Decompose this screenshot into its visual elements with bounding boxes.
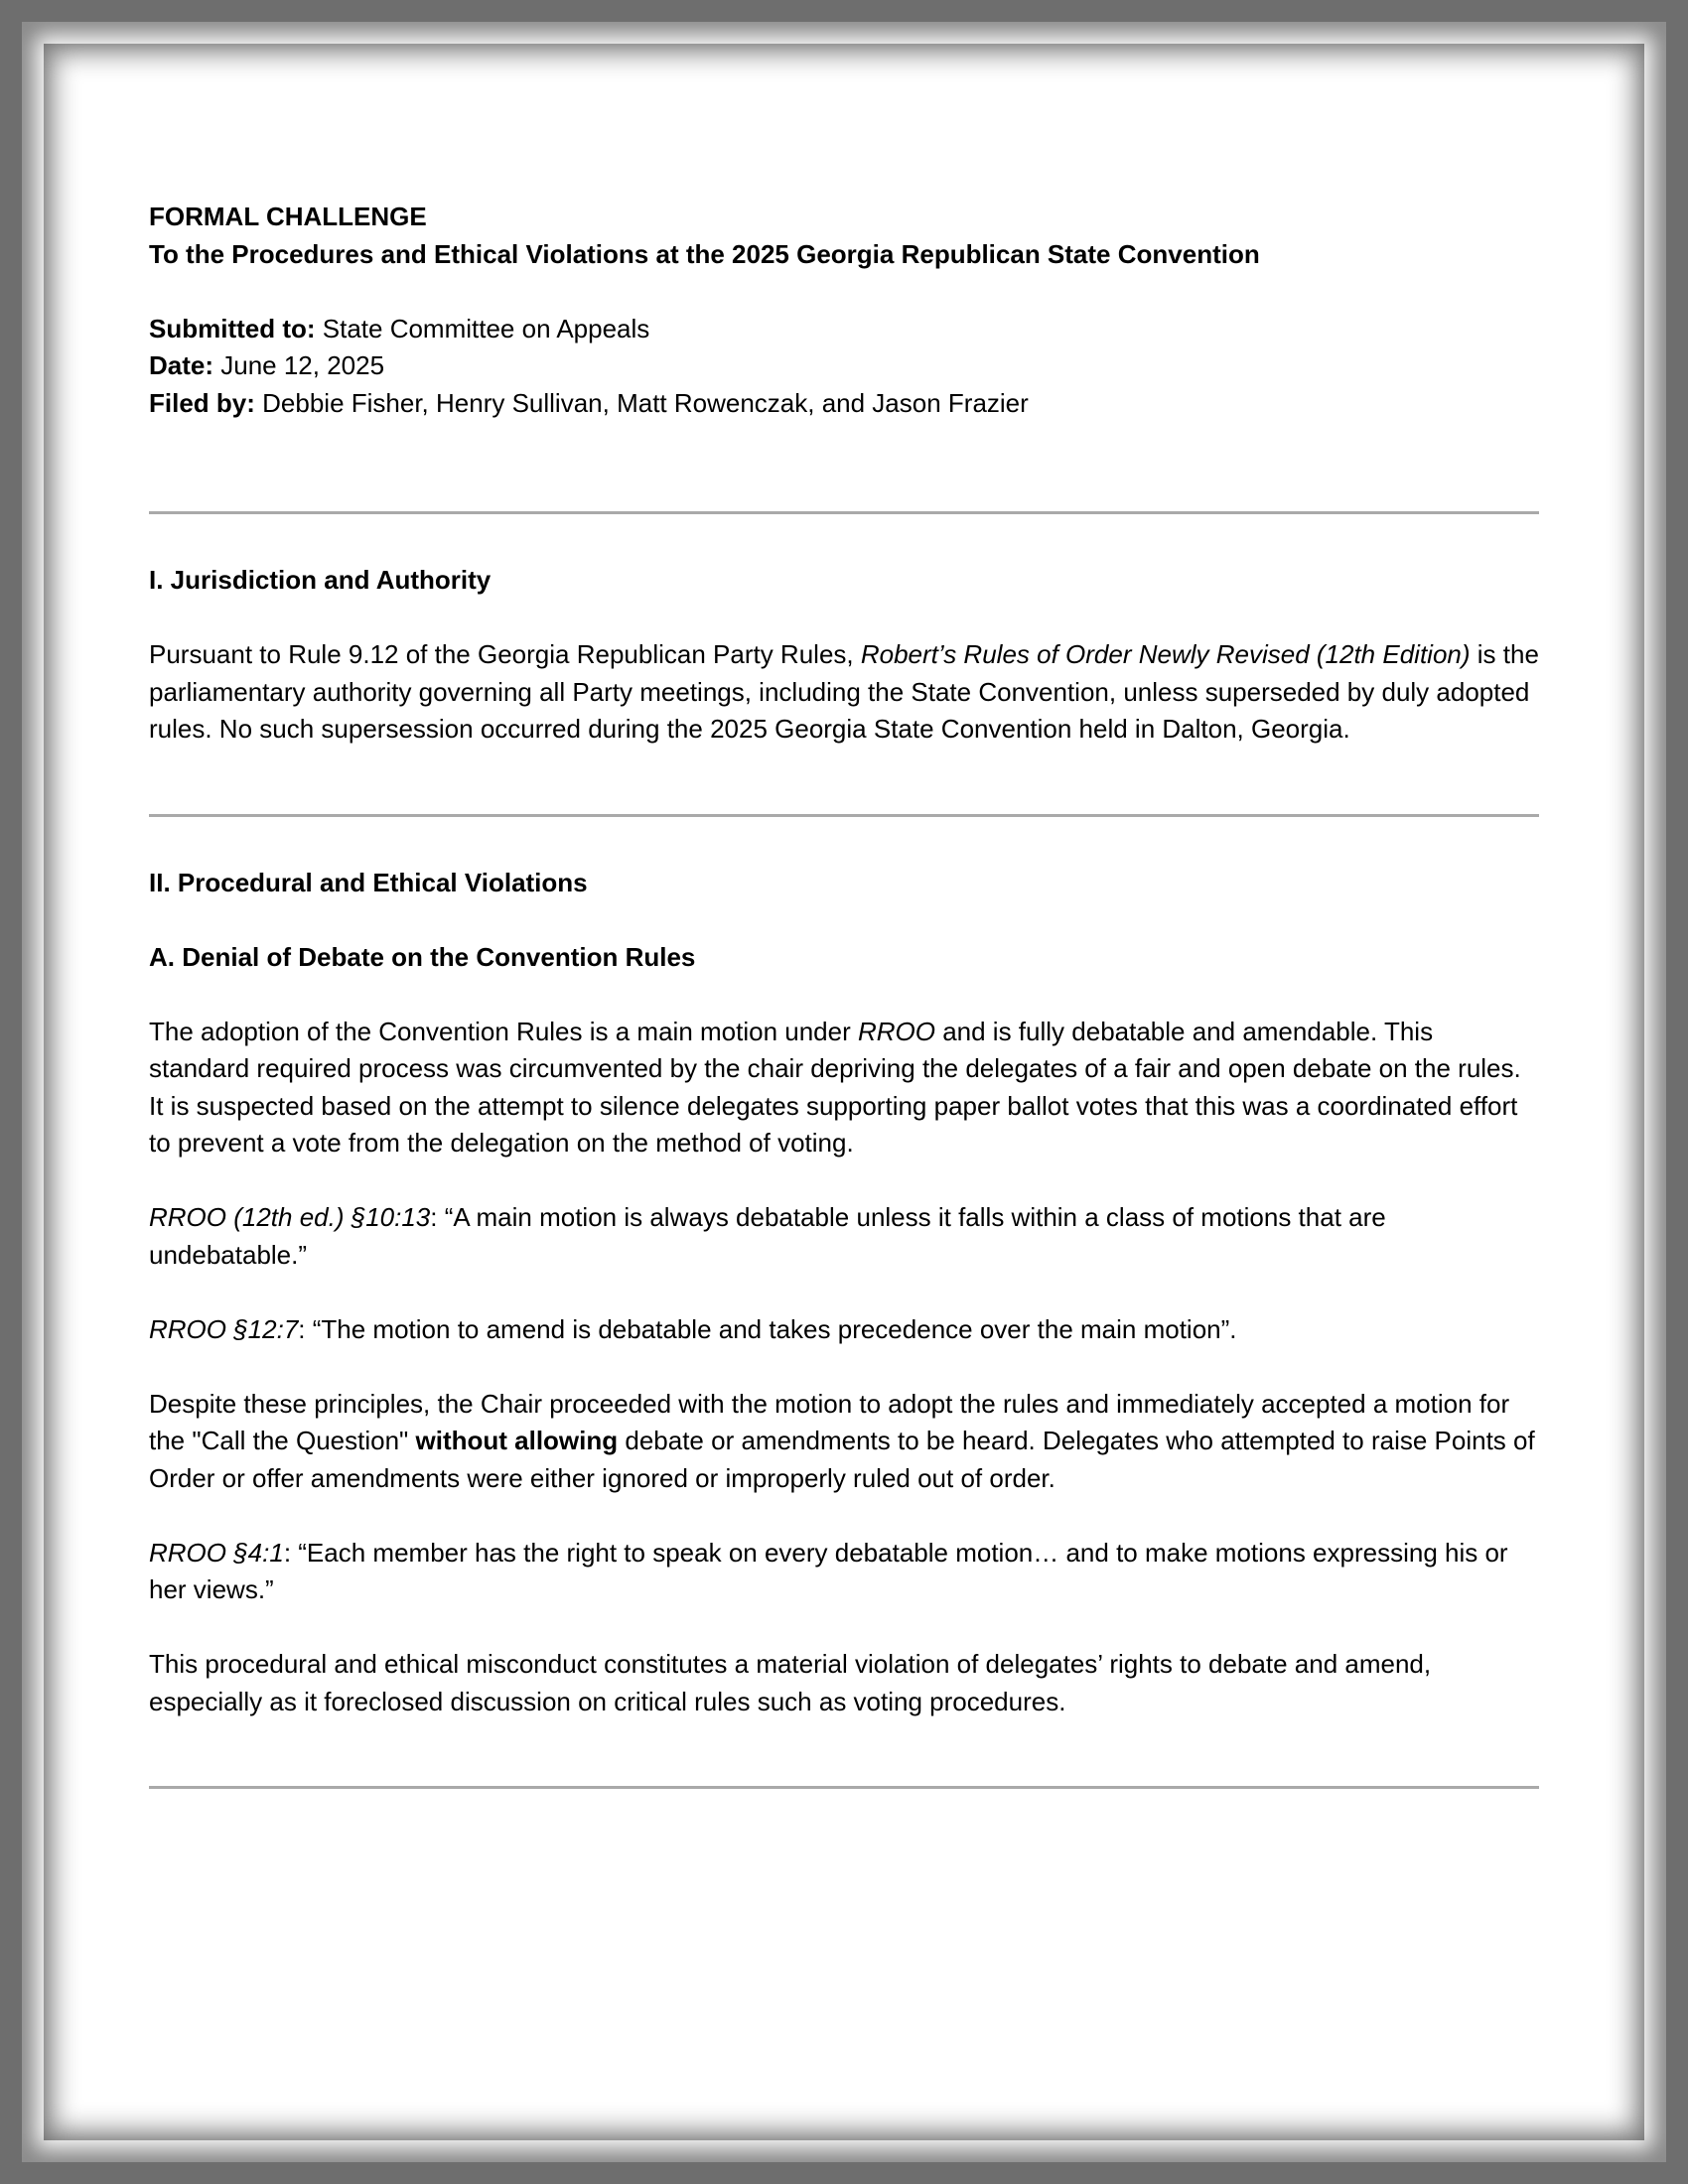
s1-text-b: is the parliamentary authority governing all Party meetings, including the State Convention, unless superseded by duly adopted rules. No such supersession occurred during the 2025 Georgia State Convention held in Dalton, Georgia. xyxy=(149,639,1539,744)
date-value: June 12, 2025 xyxy=(213,350,385,380)
spacer xyxy=(149,1274,1539,1311)
spacer xyxy=(149,749,1539,814)
quote-2-citation: RROO §12:7 xyxy=(149,1313,299,1344)
spacer xyxy=(149,273,1539,311)
spacer xyxy=(149,600,1539,637)
submitted-to-value: State Committee on Appeals xyxy=(315,313,650,343)
quote-2-text: : “The motion to amend is debatable and takes precedence over the main motion”. xyxy=(298,1313,1237,1344)
section-2-heading: II. Procedural and Ethical Violations xyxy=(149,867,588,897)
spacer xyxy=(149,422,1539,487)
section-1-heading: I. Jurisdiction and Authority xyxy=(149,565,492,595)
s2-p2-a: Despite these principles, the Chair proceeded with the motion to adopt the rules and immediately accepted a motion for the "Call the Question" xyxy=(149,1388,1510,1455)
filed-by-label: Filed by: xyxy=(149,387,255,418)
section-2a-paragraph-1 xyxy=(149,1014,1539,1162)
spacer xyxy=(149,901,1539,939)
s2-p1-b: and is fully debatable and amendable. This standard required process was circumvented by the chair depriving the delegates of a fair and open debate on the rules. It is suspected based on the attempt to silence delegates supporting paper ballot votes that this was a coordinated effort to prevent a vote from the delegation on the method of voting. xyxy=(149,1016,1521,1158)
section-1-paragraph xyxy=(149,636,1539,749)
horizontal-rule-3 xyxy=(149,1786,1539,1789)
quote-2 xyxy=(149,1311,1539,1349)
quote-3 xyxy=(149,1535,1539,1609)
submitted-to-label: Submitted to: xyxy=(149,313,316,343)
quote-1-citation: RROO (12th ed.) §10:13 xyxy=(149,1202,431,1232)
section-2a-subheading: A. Denial of Debate on the Convention Rules xyxy=(149,941,696,972)
s1-text-italic: Robert’s Rules of Order Newly Revised (12th Edition) xyxy=(860,639,1471,669)
spacer xyxy=(149,1348,1539,1386)
s2-p2-b: debate or amendments to be heard. Delegates who attempted to raise Points of Order or offer amendments were either ignored or improperly ruled out of order. xyxy=(149,1426,1535,1493)
s2-p1-italic: RROO xyxy=(857,1016,935,1046)
document-title: FORMAL CHALLENGE xyxy=(149,202,427,231)
document-page xyxy=(149,199,1539,1789)
section-2a-paragraph-2 xyxy=(149,1386,1539,1498)
spacer xyxy=(149,514,1539,562)
submitted-to-line xyxy=(149,311,1539,348)
date-line xyxy=(149,347,1539,385)
s1-text-a: Pursuant to Rule 9.12 of the Georgia Republican Party Rules, xyxy=(149,639,861,669)
quote-1 xyxy=(149,1199,1539,1274)
s2-p1-a: The adoption of the Convention Rules is a main motion under xyxy=(149,1016,858,1046)
section-2a-paragraph-3: This procedural and ethical misconduct constitutes a material violation of delegates’ rights to debate and amend, especially as it foreclosed discussion on critical rules such as voting procedures. xyxy=(149,1649,1432,1716)
document-subtitle: To the Procedures and Ethical Violations at the 2025 Georgia Republican State Convention xyxy=(149,238,1260,269)
spacer xyxy=(149,1720,1539,1786)
filed-by-line xyxy=(149,385,1539,423)
spacer xyxy=(149,1609,1539,1647)
filed-by-value: Debbie Fisher, Henry Sullivan, Matt Rowenczak, and Jason Frazier xyxy=(254,387,1029,418)
spacer xyxy=(149,1497,1539,1535)
spacer xyxy=(149,487,1539,511)
spacer xyxy=(149,817,1539,865)
quote-3-citation: RROO §4:1 xyxy=(149,1537,284,1568)
quote-1-text: : “A main motion is always debatable unless it falls within a class of motions that are undebatable.” xyxy=(149,1202,1386,1270)
quote-3-text: : “Each member has the right to speak on every debatable motion… and to make motions expressing his or her views.” xyxy=(149,1537,1508,1604)
s2-p2-bold: without allowing xyxy=(415,1426,619,1455)
spacer xyxy=(149,1162,1539,1200)
date-label: Date: xyxy=(149,350,214,380)
spacer xyxy=(149,976,1539,1014)
